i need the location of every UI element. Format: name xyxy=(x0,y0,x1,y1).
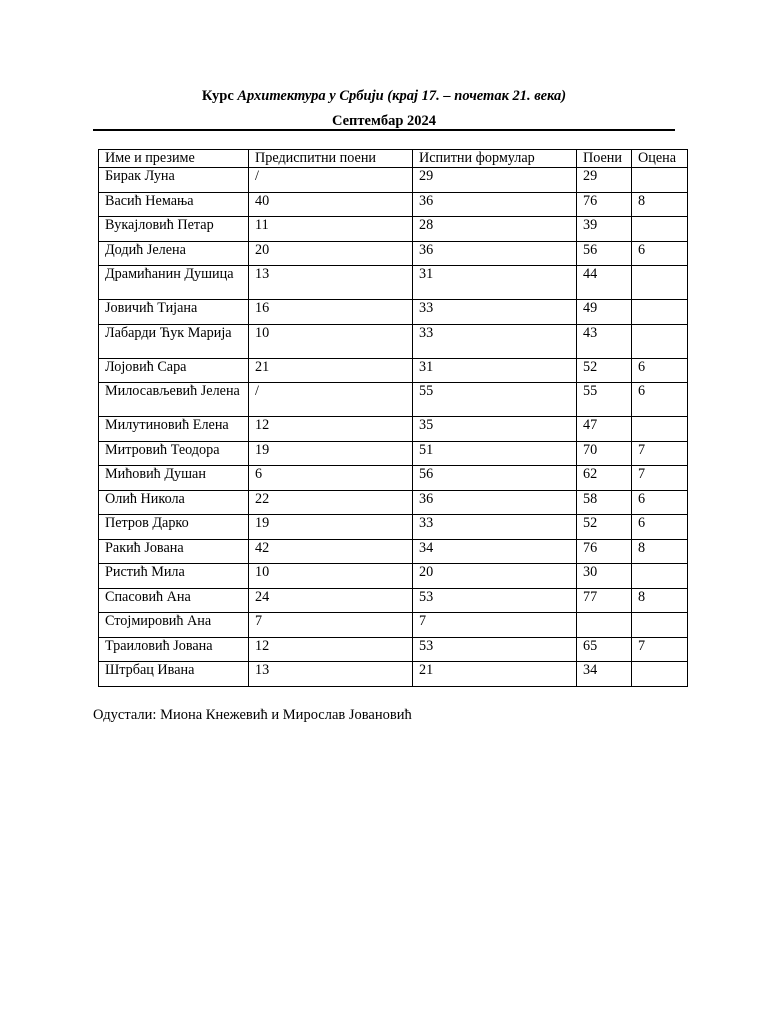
student-name-cell: Бирак Луна xyxy=(99,168,249,193)
total-points-cell: 65 xyxy=(577,637,632,662)
table-row xyxy=(99,266,688,300)
results-table xyxy=(98,149,688,687)
exam-form-points-cell: 34 xyxy=(413,539,577,564)
student-name-cell: Петров Дарко xyxy=(99,515,249,540)
preexam-points-cell: 11 xyxy=(249,217,413,242)
exam-form-points-cell: 55 xyxy=(413,383,577,417)
grade-cell: 6 xyxy=(632,383,688,417)
grade-cell: 7 xyxy=(632,466,688,491)
exam-form-points-cell: 53 xyxy=(413,637,577,662)
student-name-cell: Стојмировић Ана xyxy=(99,613,249,638)
table-row xyxy=(99,637,688,662)
grade-cell: 7 xyxy=(632,441,688,466)
table-row xyxy=(99,417,688,442)
grade-cell xyxy=(632,662,688,687)
exam-form-points-cell: 20 xyxy=(413,564,577,589)
table-row xyxy=(99,192,688,217)
grade-cell xyxy=(632,564,688,589)
total-points-cell: 30 xyxy=(577,564,632,589)
student-name-cell: Додић Јелена xyxy=(99,241,249,266)
grade-cell xyxy=(632,324,688,358)
preexam-points-cell: 24 xyxy=(249,588,413,613)
student-name-cell: Васић Немања xyxy=(99,192,249,217)
total-points-cell: 44 xyxy=(577,266,632,300)
grade-cell xyxy=(632,300,688,325)
preexam-points-cell: / xyxy=(249,168,413,193)
column-header-name: Име и презиме xyxy=(99,150,249,168)
grade-cell: 6 xyxy=(632,515,688,540)
table-row xyxy=(99,466,688,491)
student-name-cell: Вукајловић Петар xyxy=(99,217,249,242)
exam-form-points-cell: 21 xyxy=(413,662,577,687)
column-header-exam-form: Испитни формулар xyxy=(413,150,577,168)
total-points-cell: 52 xyxy=(577,515,632,540)
student-name-cell: Јовичић Тијана xyxy=(99,300,249,325)
table-row xyxy=(99,300,688,325)
total-points-cell: 43 xyxy=(577,324,632,358)
preexam-points-cell: 16 xyxy=(249,300,413,325)
total-points-cell: 29 xyxy=(577,168,632,193)
preexam-points-cell: 40 xyxy=(249,192,413,217)
course-name: Архитектура у Србији (крај 17. – почетак 21. века) xyxy=(237,88,567,104)
total-points-cell: 55 xyxy=(577,383,632,417)
grade-cell xyxy=(632,613,688,638)
student-name-cell: Мићовић Душан xyxy=(99,466,249,491)
total-points-cell: 62 xyxy=(577,466,632,491)
table-row xyxy=(99,613,688,638)
grade-cell: 8 xyxy=(632,539,688,564)
table-row xyxy=(99,241,688,266)
exam-form-points-cell: 36 xyxy=(413,192,577,217)
student-name-cell: Ристић Мила xyxy=(99,564,249,589)
preexam-points-cell: 10 xyxy=(249,564,413,589)
title-prefix: Курс xyxy=(201,88,238,104)
preexam-points-cell: 10 xyxy=(249,324,413,358)
preexam-points-cell: 19 xyxy=(249,441,413,466)
preexam-points-cell: 13 xyxy=(249,266,413,300)
column-header-preexam-points: Предиспитни поени xyxy=(249,150,413,168)
table-header-row xyxy=(99,150,688,168)
table-row xyxy=(99,564,688,589)
total-points-cell xyxy=(577,613,632,638)
preexam-points-cell: 19 xyxy=(249,515,413,540)
table-row xyxy=(99,515,688,540)
student-name-cell: Милосављевић Јелена xyxy=(99,383,249,417)
preexam-points-cell: 42 xyxy=(249,539,413,564)
exam-form-points-cell: 31 xyxy=(413,358,577,383)
table-row xyxy=(99,358,688,383)
student-name-cell: Лабарди Ћук Марија xyxy=(99,324,249,358)
grade-cell xyxy=(632,266,688,300)
preexam-points-cell: / xyxy=(249,383,413,417)
table-row xyxy=(99,588,688,613)
total-points-cell: 47 xyxy=(577,417,632,442)
student-name-cell: Драмићанин Душица xyxy=(99,266,249,300)
table-row xyxy=(99,168,688,193)
table-row xyxy=(99,490,688,515)
grade-cell: 6 xyxy=(632,241,688,266)
exam-form-points-cell: 31 xyxy=(413,266,577,300)
exam-form-points-cell: 33 xyxy=(413,300,577,325)
exam-form-points-cell: 7 xyxy=(413,613,577,638)
grade-cell: 8 xyxy=(632,588,688,613)
exam-form-points-cell: 29 xyxy=(413,168,577,193)
student-name-cell: Спасовић Ана xyxy=(99,588,249,613)
student-name-cell: Штрбац Ивана xyxy=(99,662,249,687)
column-header-grade: Оцена xyxy=(632,150,688,168)
exam-form-points-cell: 36 xyxy=(413,241,577,266)
table-row xyxy=(99,441,688,466)
preexam-points-cell: 21 xyxy=(249,358,413,383)
total-points-cell: 56 xyxy=(577,241,632,266)
table-row xyxy=(99,383,688,417)
horizontal-rule xyxy=(93,129,675,131)
total-points-cell: 52 xyxy=(577,358,632,383)
student-name-cell: Олић Никола xyxy=(99,490,249,515)
table-row xyxy=(99,217,688,242)
grade-cell: 6 xyxy=(632,490,688,515)
total-points-cell: 77 xyxy=(577,588,632,613)
exam-form-points-cell: 33 xyxy=(413,515,577,540)
preexam-points-cell: 12 xyxy=(249,417,413,442)
student-name-cell: Траиловић Јована xyxy=(99,637,249,662)
preexam-points-cell: 6 xyxy=(249,466,413,491)
exam-form-points-cell: 35 xyxy=(413,417,577,442)
total-points-cell: 70 xyxy=(577,441,632,466)
exam-form-points-cell: 53 xyxy=(413,588,577,613)
student-name-cell: Лојовић Сара xyxy=(99,358,249,383)
grade-cell: 7 xyxy=(632,637,688,662)
preexam-points-cell: 22 xyxy=(249,490,413,515)
table-row xyxy=(99,539,688,564)
preexam-points-cell: 7 xyxy=(249,613,413,638)
column-header-points: Поени xyxy=(577,150,632,168)
exam-form-points-cell: 33 xyxy=(413,324,577,358)
student-name-cell: Ракић Јована xyxy=(99,539,249,564)
exam-form-points-cell: 51 xyxy=(413,441,577,466)
total-points-cell: 76 xyxy=(577,539,632,564)
withdrawn-note: Одустали: Миона Кнежевић и Мирослав Јовановић xyxy=(93,707,412,723)
exam-form-points-cell: 36 xyxy=(413,490,577,515)
table-row xyxy=(99,662,688,687)
total-points-cell: 34 xyxy=(577,662,632,687)
preexam-points-cell: 13 xyxy=(249,662,413,687)
table-row xyxy=(99,324,688,358)
exam-form-points-cell: 56 xyxy=(413,466,577,491)
grade-cell xyxy=(632,217,688,242)
grade-cell xyxy=(632,168,688,193)
page-subtitle: Септембар 2024 xyxy=(331,113,437,129)
student-name-cell: Митровић Теодора xyxy=(99,441,249,466)
preexam-points-cell: 20 xyxy=(249,241,413,266)
student-name-cell: Милутиновић Елена xyxy=(99,417,249,442)
preexam-points-cell: 12 xyxy=(249,637,413,662)
exam-form-points-cell: 28 xyxy=(413,217,577,242)
total-points-cell: 76 xyxy=(577,192,632,217)
total-points-cell: 49 xyxy=(577,300,632,325)
grade-cell xyxy=(632,417,688,442)
total-points-cell: 39 xyxy=(577,217,632,242)
grade-cell: 8 xyxy=(632,192,688,217)
grade-cell: 6 xyxy=(632,358,688,383)
total-points-cell: 58 xyxy=(577,490,632,515)
page-title xyxy=(93,87,675,105)
